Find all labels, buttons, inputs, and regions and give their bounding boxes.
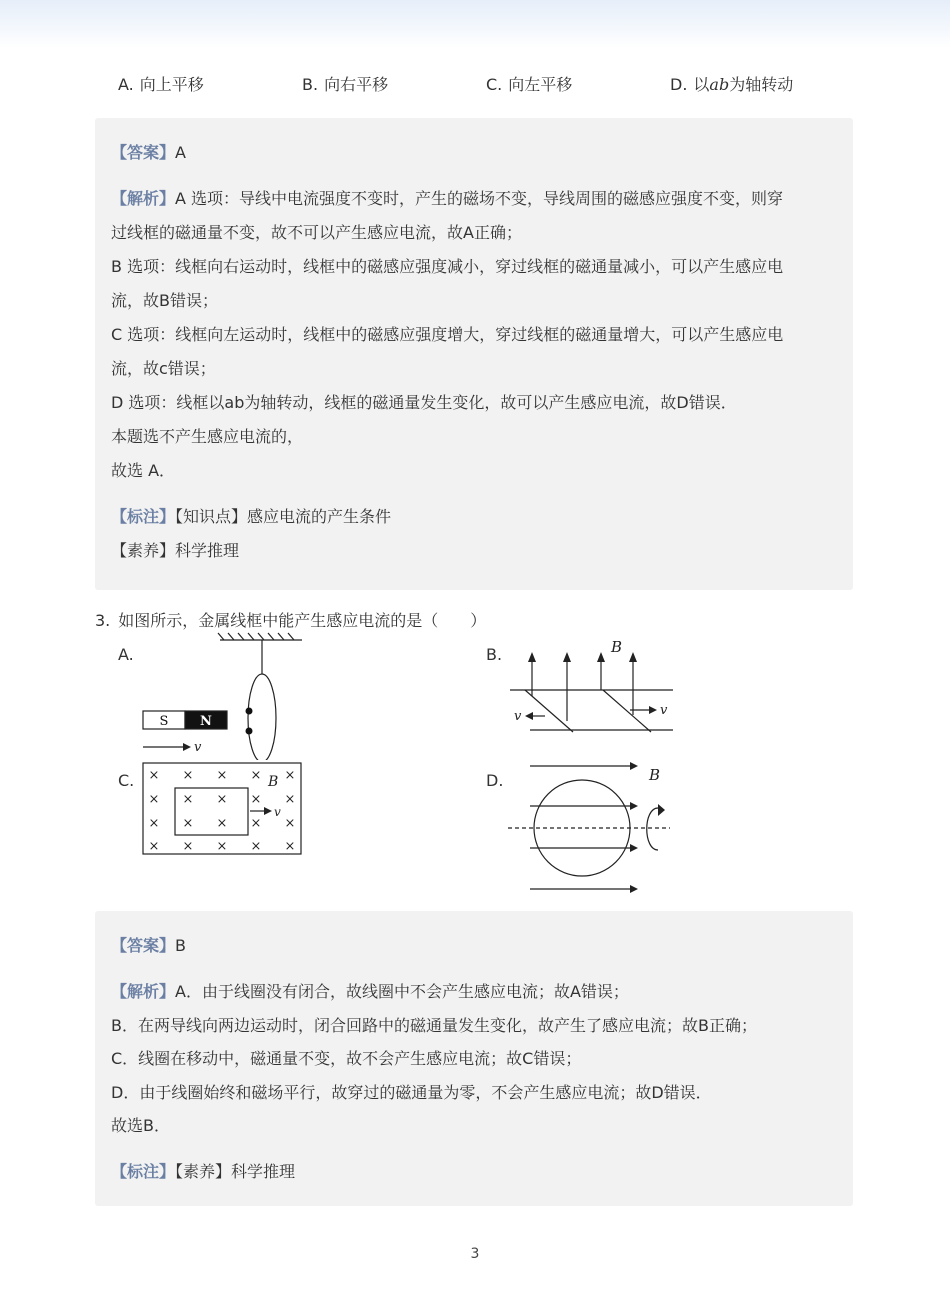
field-cross: × (216, 792, 228, 807)
arrow-right-icon (264, 807, 272, 815)
figure-b-label: B. (486, 645, 503, 664)
note-line: 【标注】【知识点】感应电流的产生条件 (111, 507, 392, 526)
coil-gap-dot (246, 708, 253, 715)
answer-panel-q2 (95, 118, 853, 590)
field-cross: × (148, 792, 160, 807)
field-label: B (611, 638, 623, 656)
analysis-line: 流，故B错误； (111, 291, 218, 310)
question-3-stem: 3. 如图所示，金属线框中能产生感应电流的是（ ） (95, 611, 487, 630)
field-label: B (649, 766, 661, 784)
field-cross: × (148, 839, 160, 854)
option-a: A. 向上平移 (118, 75, 204, 94)
arrow-right-icon (630, 844, 638, 852)
arrow-right-icon (630, 802, 638, 810)
figure-d-diagram (505, 758, 685, 898)
analysis-line: 本题选不产生感应电流的， (111, 427, 304, 446)
field-cross: × (284, 792, 296, 807)
option-d: D. 以ab为轴转动 (670, 75, 794, 94)
velocity-label: v (660, 703, 668, 718)
arrow-up-icon (563, 652, 571, 662)
magnet-s-label: S (159, 714, 169, 729)
field-cross: × (250, 839, 262, 854)
analysis-line: 【解析】A．由于线圈没有闭合，故线圈中不会产生感应电流；故A错误； (111, 982, 629, 1001)
field-cross: × (182, 816, 194, 831)
arrow-up-icon (528, 652, 536, 662)
arrow-up-icon (629, 652, 637, 662)
field-cross: × (284, 839, 296, 854)
analysis-line: D 选项：线框以ab为轴转动，线框的磁通量发生变化，故可以产生感应电流，故D错误． (111, 393, 737, 412)
figure-a-diagram (138, 630, 308, 760)
analysis-line: D．由于线圈始终和磁场平行，故穿过的磁通量为零，不会产生感应电流；故D错误． (111, 1083, 712, 1102)
arrow-right-icon (630, 885, 638, 893)
arrow-up-icon (597, 652, 605, 662)
option-c: C. 向左平移 (486, 75, 573, 94)
answer-panel-q3 (95, 911, 853, 1206)
field-label: B (268, 774, 279, 790)
figure-d-label: D. (486, 771, 504, 790)
velocity-label: v (514, 709, 522, 724)
analysis-line: 故选 A． (111, 461, 176, 480)
velocity-label: v (194, 740, 202, 755)
analysis-line: C．线圈在移动中，磁通量不变，故不会产生感应电流；故C错误； (111, 1049, 582, 1068)
figure-a-label: A. (118, 645, 134, 664)
field-cross: × (216, 839, 228, 854)
analysis-line: B．在两导线向两边运动时，闭合回路中的磁通量发生变化，故产生了感应电流；故B正确； (111, 1016, 757, 1035)
figure-b-diagram (505, 634, 685, 740)
page-number: 3 (470, 1246, 480, 1262)
velocity-label: v (274, 805, 281, 819)
figure-c-diagram (138, 758, 308, 858)
field-cross: × (216, 816, 228, 831)
previous-question-options (0, 72, 950, 100)
field-cross: × (284, 768, 296, 783)
note-line: 【素养】科学推理 (111, 541, 240, 560)
rotation-arrow (647, 808, 658, 850)
field-cross: × (250, 768, 262, 783)
analysis-line: C 选项：线框向左运动时，线框中的磁感应强度增大，穿过线框的磁通量增大，可以产生感应电 (111, 325, 784, 344)
option-b: B. 向右平移 (302, 75, 389, 94)
coil-gap-dot (246, 728, 253, 735)
field-cross: × (250, 792, 262, 807)
analysis-line: 过线框的磁通量不变，故不可以产生感应电流，故A正确； (111, 223, 522, 242)
answer-line: 【答案】A (111, 143, 186, 162)
field-cross: × (284, 816, 296, 831)
analysis-line: B 选项：线框向右运动时，线框中的磁感应强度减小，穿过线框的磁通量减小，可以产生感应电 (111, 257, 784, 276)
analysis-line: 流，故c错误； (111, 359, 216, 378)
field-cross: × (182, 792, 194, 807)
field-cross: × (148, 816, 160, 831)
magnet-n-label: N (200, 714, 212, 729)
figure-c-label: C. (118, 771, 135, 790)
arrow-right-icon (649, 706, 657, 714)
page-header-band (0, 0, 950, 48)
analysis-line: 【解析】A 选项：导线中电流强度不变时，产生的磁场不变，导线周围的磁感应强度不变，则穿 (111, 189, 784, 208)
field-cross: × (182, 768, 194, 783)
arrow-right-icon (183, 743, 191, 751)
arrow-left-icon (525, 712, 533, 720)
arrow-right-icon (630, 762, 638, 770)
analysis-line: 故选B． (111, 1116, 170, 1135)
field-cross: × (216, 768, 228, 783)
field-cross: × (250, 816, 262, 831)
field-cross: × (182, 839, 194, 854)
note-line: 【标注】【素养】科学推理 (111, 1162, 296, 1181)
field-cross: × (148, 768, 160, 783)
rotation-arrow-head (658, 804, 665, 816)
answer-line: 【答案】B (111, 936, 186, 955)
